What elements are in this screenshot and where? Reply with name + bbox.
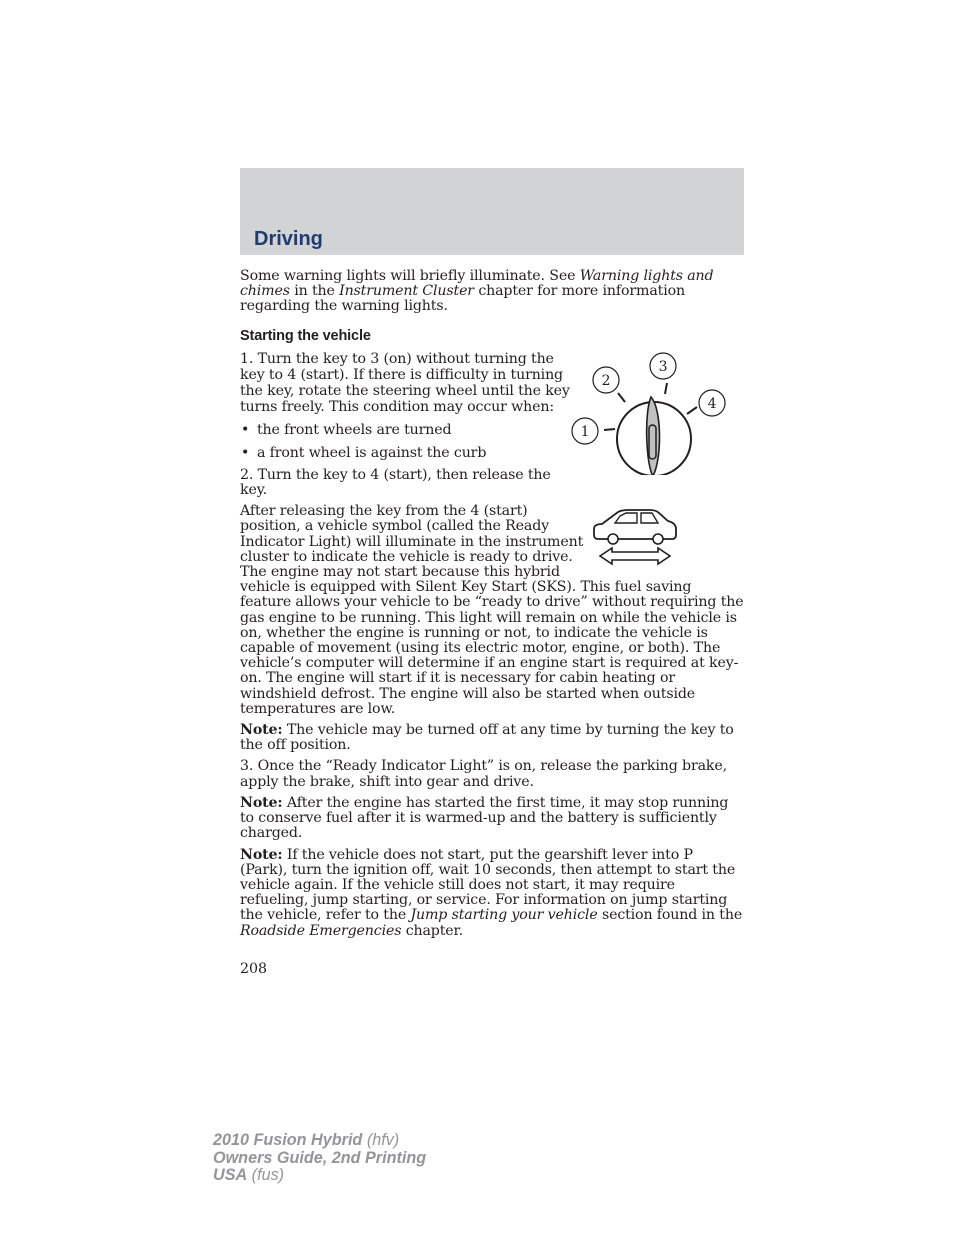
note-label: Note: xyxy=(240,722,283,739)
car-windows xyxy=(615,513,658,523)
cross-reference-jump-starting: Jump starting your vehicle xyxy=(410,907,598,924)
note-label: Note: xyxy=(240,846,283,863)
position-tick-3 xyxy=(665,383,667,394)
note-text: section found in the xyxy=(597,907,743,924)
note-1 xyxy=(240,723,744,753)
footer-market: USA xyxy=(213,1166,248,1184)
position-label-1: 1 xyxy=(580,423,590,440)
footer-line-1 xyxy=(213,1132,426,1150)
intro-paragraph xyxy=(240,269,744,315)
cross-reference-warning-lights: Warning lights and chimes xyxy=(240,268,714,300)
ready-indicator-paragraph: After releasing the key from the 4 (start) position, a vehicle symbol (called the Ready Indicator Light) will illuminate in the instrument cluster to indicate the vehicle is ready to drive. The engine may not start because this hybrid vehicle is equipped with Silent Key Start (SKS). This fuel saving feature allows your vehicle to be “ready to drive” without requiring the gas engine to be running. This light will remain on while the vehicle is on, whether the engine is running or not, to indicate the vehicle is capable of movement (using its electric motor, engine, or both). The vehicle’s computer will determine if an engine start is required at key-on. The engine will start if it is necessary for cabin heating or windshield defrost. The engine will also be started when outside temperatures are low. xyxy=(240,503,744,717)
step-2: 2. Turn the key to 4 (start), then release the key. xyxy=(240,466,551,499)
note-text: The vehicle may be turned off at any time by turning the key to the off position. xyxy=(240,722,734,754)
page-content xyxy=(240,269,744,945)
note-text: After the engine has started the first time, it may stop running to conserve fuel after it is warmed-up and the battery is sufficiently charged. xyxy=(240,794,729,842)
note-2 xyxy=(240,796,744,842)
list-item: • a front wheel is against the curb xyxy=(240,446,744,461)
footer-code: (hfv) xyxy=(362,1131,400,1149)
position-label-4: 4 xyxy=(707,395,717,412)
footer-market-code: (fus) xyxy=(247,1166,285,1184)
step-1: 1. Turn the key to 3 (on) without turning the key to 4 (start). If there is difficulty in turning the key, rotate the steering wheel until the key turns freely. This condition may occur when: xyxy=(240,350,570,416)
intro-text: in the xyxy=(289,283,340,300)
section-title: Driving xyxy=(254,228,323,250)
page-number: 208 xyxy=(240,961,268,977)
footer-line-2 xyxy=(213,1150,426,1168)
position-tick-4 xyxy=(687,407,697,414)
car-wheel xyxy=(653,534,663,544)
note-text: chapter. xyxy=(401,922,463,939)
note-label: Note: xyxy=(240,794,283,811)
intro-text: chapter for more information regarding the warning lights. xyxy=(240,283,685,315)
cross-reference-roadside-emergencies: Roadside Emergencies xyxy=(240,922,402,939)
section-header-band xyxy=(240,168,744,255)
note-text: If the vehicle does not start, put the gearshift lever into P (Park), turn the ignition off, wait 10 seconds, then attempt to start the vehicle again. If the vehicle still does not start, it may require refueling, jump starting, or service. For information on jump starting the vehicle, refer to the xyxy=(240,846,736,924)
footer-line-3 xyxy=(213,1167,426,1185)
document-footer xyxy=(213,1132,426,1185)
cross-reference-instrument-cluster: Instrument Cluster xyxy=(339,283,474,300)
subsection-heading: Starting the vehicle xyxy=(240,327,371,344)
car-wheel xyxy=(608,534,618,544)
footer-model: 2010 Fusion Hybrid xyxy=(213,1131,363,1149)
footer-edition: Owners Guide, 2nd Printing xyxy=(213,1148,427,1167)
note-3 xyxy=(240,848,744,939)
list-item: • the front wheels are turned xyxy=(240,423,744,438)
position-label-3: 3 xyxy=(658,358,668,375)
position-tick-2 xyxy=(618,393,625,402)
position-label-2: 2 xyxy=(601,372,611,389)
step-3: 3. Once the “Ready Indicator Light” is on, release the parking brake, apply the brake, shift into gear and drive. xyxy=(240,758,727,790)
double-arrow-icon xyxy=(600,548,670,564)
ready-indicator-car-icon xyxy=(590,504,680,570)
intro-text: Some warning lights will briefly illuminate. See xyxy=(240,268,580,284)
